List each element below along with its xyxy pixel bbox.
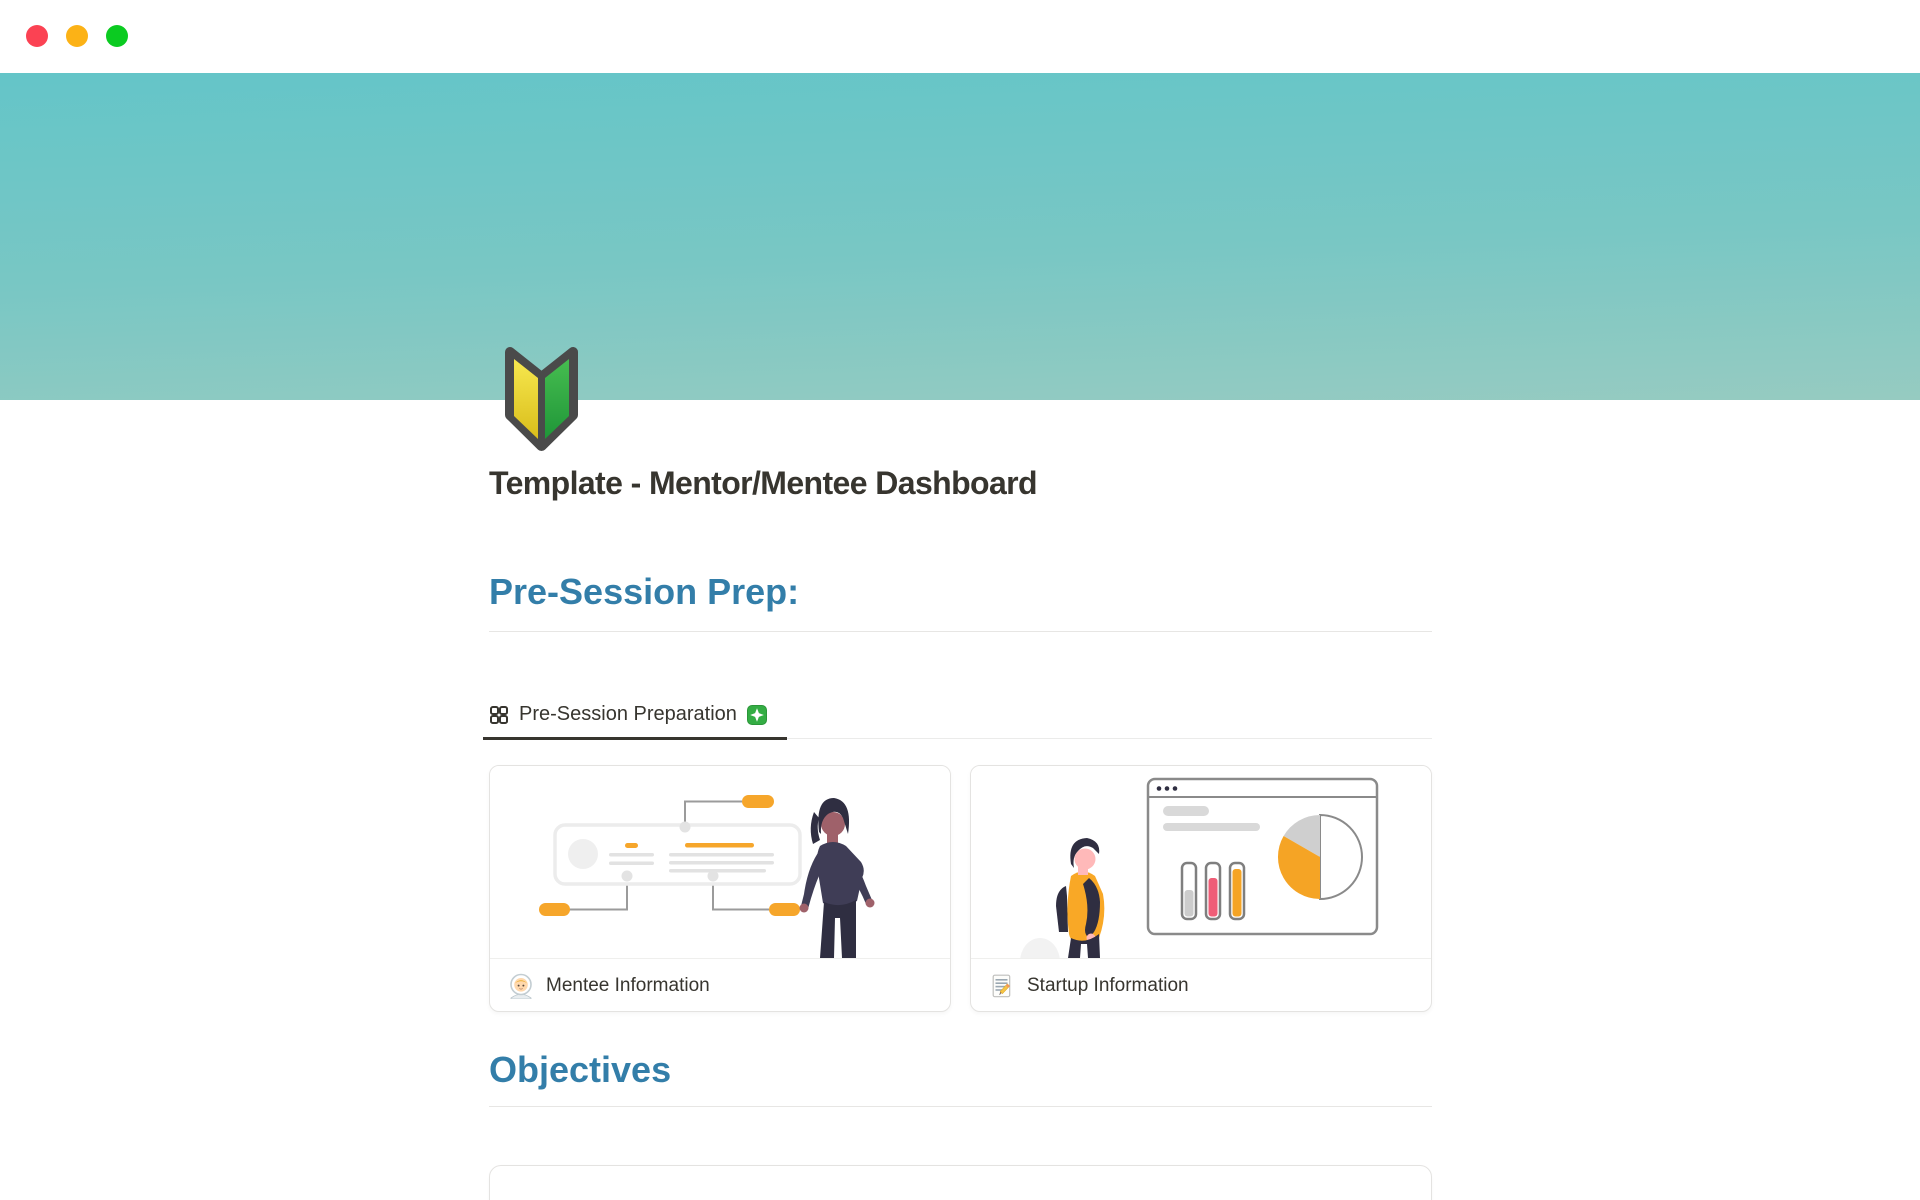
gallery-view — [489, 765, 1432, 1012]
card-title-row — [490, 958, 950, 1012]
woman-astronaut-emoji-icon — [508, 973, 534, 999]
card-title-row — [971, 958, 1431, 1012]
green-sparkle-badge-icon — [747, 705, 767, 725]
memo-emoji-icon — [989, 973, 1015, 999]
card-mentee-information[interactable] — [489, 765, 951, 1012]
startup-cover-illustration — [971, 766, 1431, 958]
beginner-symbol-icon[interactable] — [502, 346, 581, 451]
close-button[interactable] — [26, 25, 48, 47]
page-content — [489, 400, 1432, 1200]
section-divider — [489, 631, 1432, 632]
mentee-cover-illustration — [490, 766, 950, 958]
gallery-view-icon — [489, 705, 509, 725]
heading-pre-session-prep: Pre-Session Prep: — [489, 571, 800, 612]
window-titlebar — [0, 0, 1920, 73]
page-title[interactable]: Template - Mentor/Mentee Dashboard — [489, 465, 1037, 501]
zoom-button[interactable] — [106, 25, 128, 47]
partial-card-below[interactable] — [489, 1165, 1432, 1200]
tab-label: Pre-Session Preparation — [519, 703, 737, 725]
minimize-button[interactable] — [66, 25, 88, 47]
heading-objectives: Objectives — [489, 1049, 672, 1090]
card-startup-information[interactable] — [970, 765, 1432, 1012]
card-title: Mentee Information — [546, 974, 710, 996]
tab-pre-session-preparation[interactable] — [483, 703, 787, 740]
page-cover-image — [0, 73, 1920, 400]
view-tab-bar — [489, 703, 1432, 739]
section-divider — [489, 1106, 1432, 1107]
card-title: Startup Information — [1027, 974, 1189, 996]
